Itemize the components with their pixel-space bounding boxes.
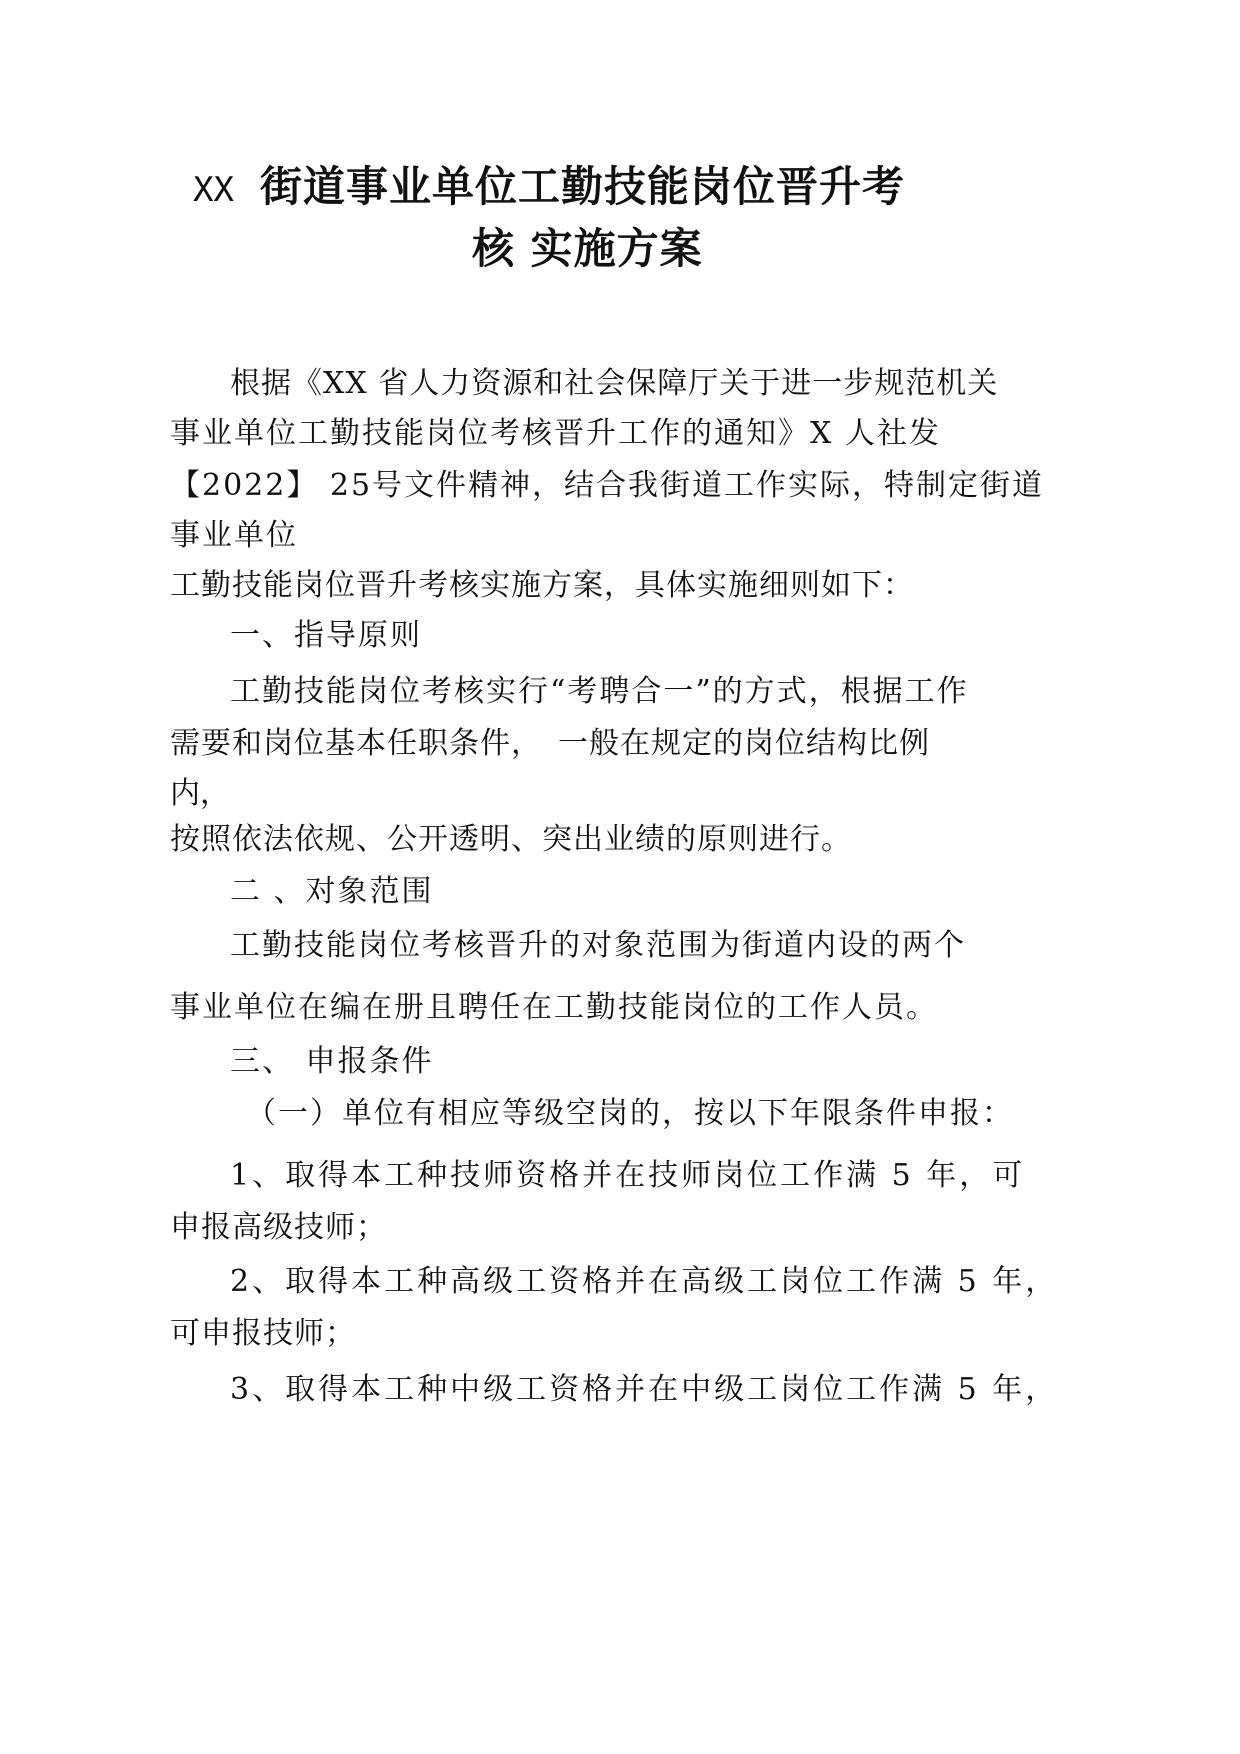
body-line: 可申报技师；: [170, 1316, 356, 1351]
body-line: 根据《XX 省人力资源和社会保障厅关于进一步规范机关: [230, 366, 999, 401]
body-line: 申报高级技师；: [170, 1210, 387, 1245]
body-line: 3、取得本工种中级工资格并在中级工岗位工作满 5 年，: [230, 1372, 1059, 1407]
body-line: （一）单位有相应等级空岗的，按以下年限条件申报：: [246, 1096, 1014, 1131]
body-line: 2、取得本工种高级工资格并在高级工岗位工作满 5 年，: [230, 1264, 1059, 1299]
body-line: 事业单位: [170, 518, 298, 553]
body-line: 事业单位在编在册且聘任在工勤技能岗位的工作人员。: [170, 990, 938, 1025]
body-line: 事业单位工勤技能岗位考核晋升工作的通知》X 人社发: [170, 416, 941, 451]
section-heading-conditions: 三、 申报条件: [230, 1044, 434, 1079]
title-text-line-2: 核 实施方案: [472, 224, 703, 273]
section-heading-principles: 一、指导原则: [230, 618, 422, 653]
section-heading-scope: 二 、对象范围: [230, 874, 434, 909]
body-line: 工勤技能岗位考核晋升的对象范围为街道内设的两个: [230, 928, 966, 963]
title-prefix: XX: [193, 170, 234, 210]
body-line: 需要和岗位基本任职条件， 一般在规定的岗位结构比例: [170, 726, 930, 761]
body-line: 按照依法依规、公开透明、突出业绩的原则进行。: [170, 822, 852, 857]
body-line: 【2022】 25号文件精神，结合我街道工作实际，特制定街道: [170, 468, 1045, 503]
body-line: 内，: [170, 776, 230, 811]
title-text-line-1: 街道事业单位工勤技能岗位晋升考: [259, 162, 905, 211]
body-line: 工勤技能岗位晋升考核实施方案，具体实施细则如下：: [170, 568, 914, 603]
body-line: 1、取得本工种技师资格并在技师岗位工作满 5 年，可: [230, 1158, 1026, 1193]
document-title-line-1: [193, 162, 905, 215]
body-line: 工勤技能岗位考核实行“考聘合一”的方式，根据工作: [230, 674, 969, 709]
document-title-line-2: [472, 224, 703, 274]
